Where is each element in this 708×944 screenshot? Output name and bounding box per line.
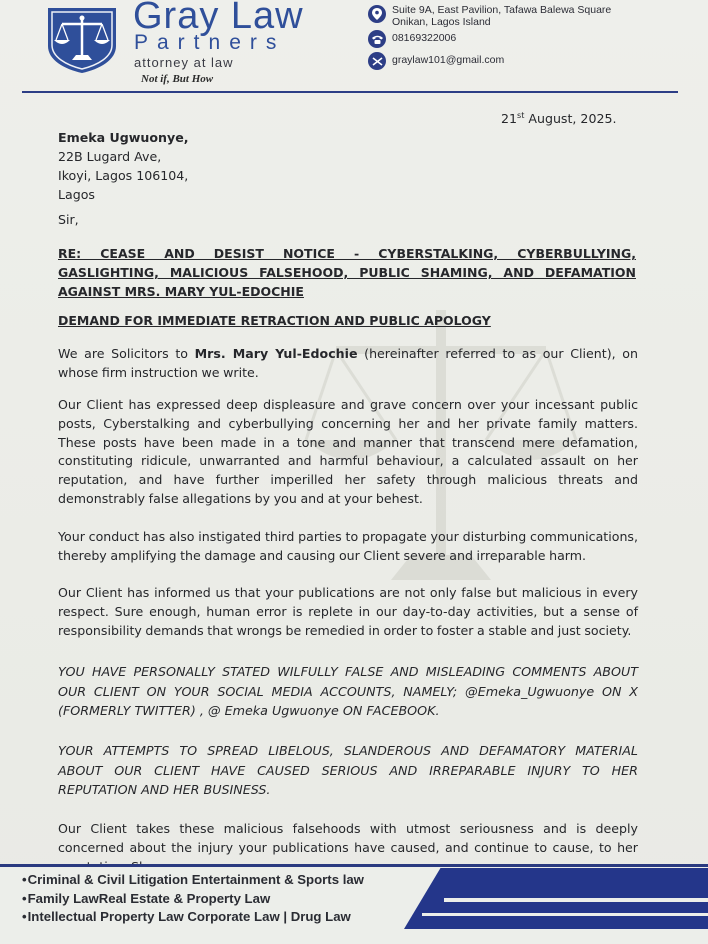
- practice-areas-line-1: • Criminal & Civil Litigation Entertainment & Sports law: [22, 871, 364, 890]
- client-name: Mrs. Mary Yul-Edochie: [194, 346, 358, 361]
- paragraph-3: Your conduct has also instigated third parties to propagate your disturbing communications, thereby amplifying the damage and causing our Client severe and irreparable harm.: [58, 529, 638, 563]
- date-month-year: August, 2025.: [524, 111, 617, 127]
- recipient-street: 22B Lugard Ave,: [58, 149, 162, 164]
- recipient-city: Ikoyi, Lagos 106104,: [58, 168, 189, 183]
- contact-email: [368, 51, 504, 70]
- practice-areas-line-3: • Intellectual Property Law Corporate Law | Drug Law: [22, 908, 364, 927]
- email-icon: [368, 52, 386, 70]
- re-heading: RE: CEASE AND DESIST NOTICE - CYBERSTALKING, CYBERBULLYING, GASLIGHTING, MALICIOUS FALSEHOOD, PUBLIC SHAMING, AND DEFAMATION AGAINST MRS. MARY YUL-EDOCHIE: [58, 246, 636, 299]
- demand-heading: DEMAND FOR IMMEDIATE RETRACTION AND PUBLIC APOLOGY: [58, 313, 491, 328]
- address-line-2: Onikan, Lagos Island: [392, 16, 491, 28]
- date-suffix: st: [517, 111, 525, 120]
- paragraph-1: [58, 345, 638, 383]
- paragraph-2: Our Client has expressed deep displeasure and grave concern over your incessant public posts, Cyberstalking and cyberbullying concerning her and her private family matters. These posts have been made in a tone and manner that transcend mere defamation, constituting ridicule, unwarranted and harmful behaviour, a calculated assault on her reputation, and have further imperilled her safety through malicious threats and demonstrably false allegations by you and at your behest.: [58, 397, 638, 506]
- firm-subtitle: Partners: [134, 31, 286, 54]
- phone-number: 08169322006: [392, 32, 457, 44]
- paragraph-1-start: We are Solicitors to: [58, 346, 195, 361]
- practice-areas: [22, 871, 364, 927]
- address-line-1: Suite 9A, East Pavilion, Tafawa Balewa Square: [392, 4, 612, 16]
- phone-icon: [368, 30, 386, 48]
- firm-name: Gray Law: [133, 0, 304, 37]
- recipient-address: [58, 128, 189, 204]
- paragraph-7: Our Client takes these malicious falsehoods with utmost seriousness and is deeply concerned about the injury your publications have caused, and continue to cause, to her: [58, 821, 638, 855]
- practice-areas-line-2: • Family LawReal Estate & Property Law: [22, 890, 364, 909]
- paragraph-4: Our Client has informed us that your publications are not only false but malicious in every respect. Sure enough, human error is replete in our day-to-day activities, but a sense of responsibility demands that wrongs be remedied in order to foster a stable and just society.: [58, 585, 638, 638]
- salutation: Sir,: [58, 212, 79, 227]
- header-divider: [22, 91, 678, 93]
- location-pin-icon: [368, 5, 386, 23]
- recipient-name: Emeka Ugwuonye,: [58, 130, 189, 145]
- contact-address: [368, 4, 611, 28]
- letter-date: [501, 111, 616, 126]
- footer-accent: [404, 868, 708, 929]
- email-address: graylaw101@gmail.com: [392, 54, 505, 66]
- scales-of-justice-logo-icon: [44, 6, 120, 74]
- paragraph-6: YOUR ATTEMPTS TO SPREAD LIBELOUS, SLANDEROUS AND DEFAMATORY MATERIAL ABOUT OUR CLIENT HAVE CAUSED SERIOUS AND IRREPARABLE INJURY TO HER REPUTATION AND HER BUSINESS.: [58, 743, 638, 797]
- firm-tagline: attorney at law: [134, 55, 234, 70]
- paragraph-5: YOU HAVE PERSONALLY STATED WILFULLY FALSE AND MISLEADING COMMENTS ABOUT OUR CLIENT ON YOUR SOCIAL MEDIA ACCOUNTS, NAMELY; @Emeka_Ugwuonye ON X (FORMERLY TWITTER) , @ Emeka Ugwuonye ON FACEBOOK.: [58, 664, 638, 718]
- contact-phone: [368, 29, 456, 48]
- footer-divider: [0, 864, 708, 867]
- recipient-state: Lagos: [58, 187, 95, 202]
- firm-motto: Not if, But How: [141, 73, 214, 85]
- paragraph-1-end: (hereinafter referred to as our Client), on whose firm instruction we write.: [58, 346, 638, 380]
- date-day: 21: [501, 111, 518, 127]
